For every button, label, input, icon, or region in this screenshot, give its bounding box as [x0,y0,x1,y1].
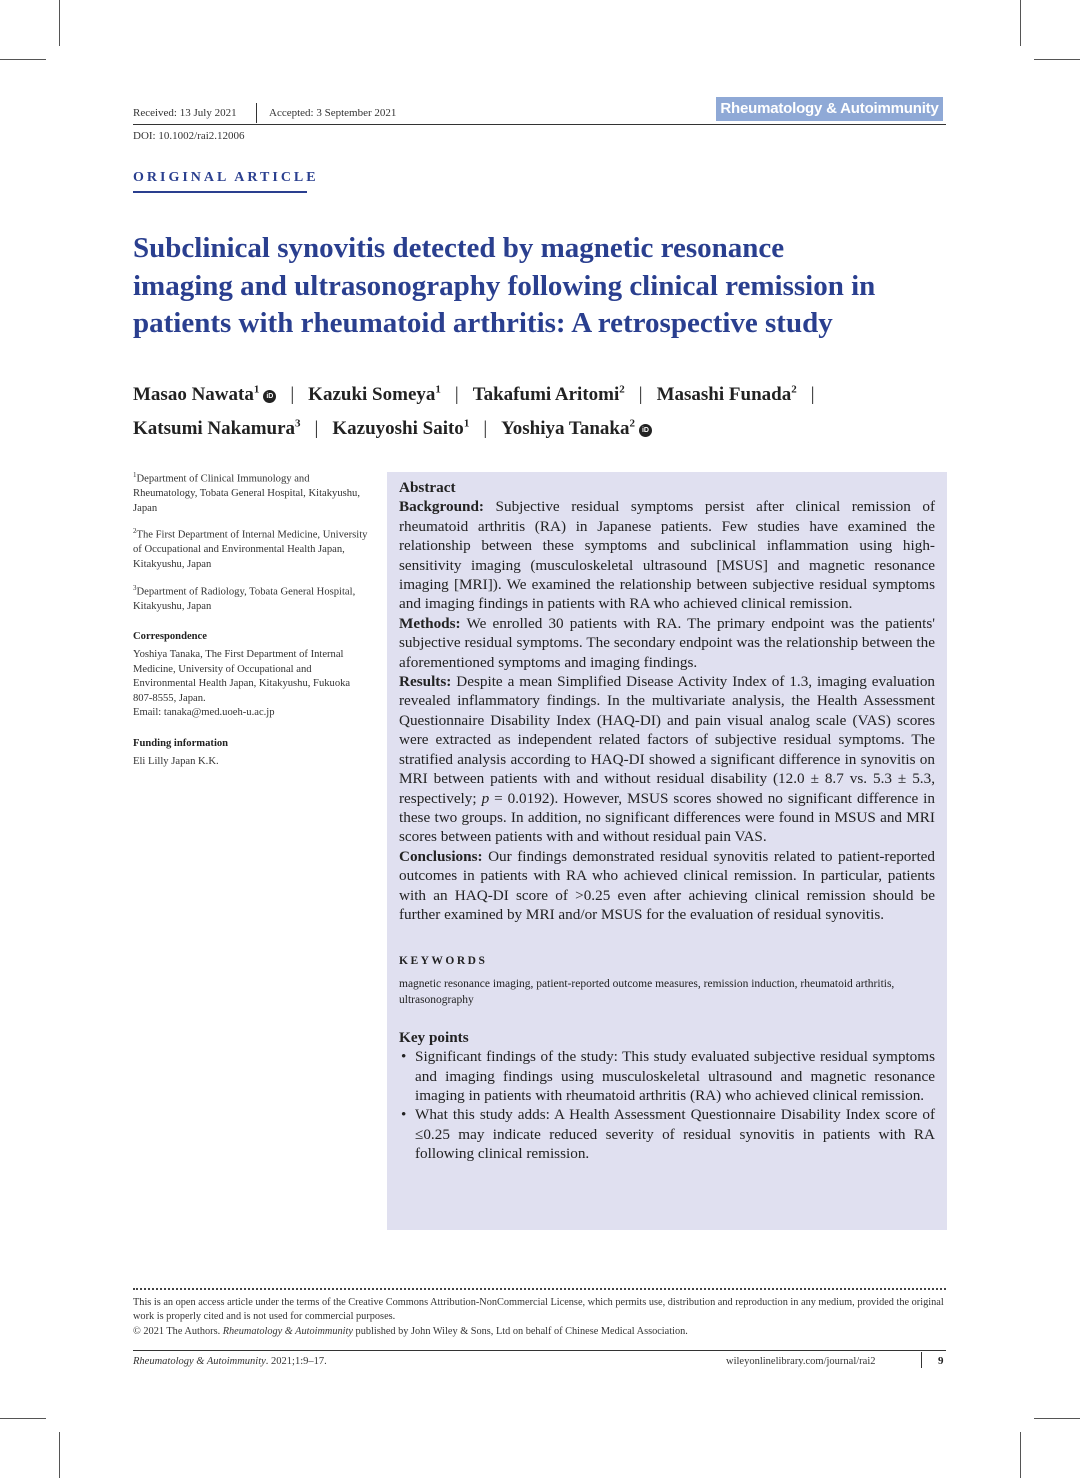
title-line: Subclinical synovitis detected by magnetic resonance [133,232,785,264]
author-separator: | [314,417,319,439]
abstract-background: Background: Subjective residual symptoms persist after clinical remission of rheumatoid arthritis (RA) in Japanese patients. Few studies have examined the relationship between these symptoms and subclinical inflammation using high-sensitivity imaging (musculoskeletal ultrasound [MSUS] and magnetic resonance imaging [MRI]). We examined the relationship between subjective residual symptoms and imaging findings in patients with RA who achieved clinical remission. [399,498,936,613]
author-line [133,376,953,409]
section-underline [133,191,307,193]
affiliation: $^3$Department of Radiology, Tobata General Hospital, Kitakyushu, Japan [133,583,356,612]
correspondence-heading: Correspondence [133,631,207,643]
abstract-results: Results: Despite a mean Simplified Disease Activity Index of 1.3, imaging evaluation revealed inflammatory findings. In the multivariate analysis, the Health Assessment Questionnaire Disability Index (HAQ-DI) and pain visual analog scale (VAS) scores were extracted as independent related factors of subjective residual symptoms. The stratified analysis according to HAQ-DI showed a significant difference in synovitis on MRI between patients with and without residual disability (12.0 ± 8.7 vs. 5.3 ± 5.3, respectively; p = 0.0192). However, MSUS scores showed no significant difference in these two groups. In addition, no significant differences were found in MSUS and MRI scores between patients with and without residual pain VAS. [399,673,936,846]
page-number: 9 [938,1355,944,1367]
received-date: Received: 13 July 2021 [133,107,237,119]
author[interactable]: Masashi Funada$^2$ [656,384,797,406]
author[interactable]: Takafumi Aritomi$^2$ [472,384,625,406]
copyright-line: © 2021 The Authors. Rheumatology & Autoimmunity published by John Wiley & Sons, Ltd on behalf of Chinese Medical Association. [133,1325,688,1337]
title-line: imaging and ultrasonography following clinical remission in [133,269,876,302]
author-line [133,409,953,442]
author[interactable]: Kazuki Someya$^1$ [308,384,441,406]
abstract-conclusions: Conclusions: Our findings demonstrated residual synovitis related to patient-reported outcomes in patients with RA who achieved clinical remission. In particular, patients with an HAQ-DI score of >0.25 even after achieving clinical remission should be further examined by MRI and/or MSUS for the evaluation of residual synovitis. [399,847,936,923]
abstract-content [399,478,935,1164]
affiliations-column [133,468,368,777]
footer-divider [921,1352,922,1368]
title-line: patients with rheumatoid arthritis: A retrospective study [133,307,833,339]
author[interactable]: Yoshiya Tanaka$^2$iD [501,418,652,439]
crop-mark [1034,59,1080,60]
crop-mark [1020,1432,1021,1478]
author[interactable]: Katsumi Nakamura$^3$ [133,417,301,439]
license-divider [133,1288,946,1290]
author-separator: | [290,384,295,406]
crop-mark [0,59,46,60]
abstract-heading: Abstract [399,479,456,496]
funding-heading: Funding information [133,737,229,749]
author-list [133,376,953,443]
key-point-item: • Significant findings of the study: This study evaluated subjective residual symptoms and imaging findings using musculoskeletal ultrasound and magnetic resonance imaging in patients with rheumatoid arthritis (RA) who achieved clinical remission. [399,1047,935,1105]
abstract-methods: Methods: We enrolled 30 patients with RA. The primary endpoint was the patients' subjective residual symptoms. The secondary endpoint was the relationship between the aforementioned symptoms and imaging findings. [399,614,935,671]
accepted-date: Accepted: 3 September 2021 [269,107,397,119]
footer-citation: Rheumatology & Autoimmunity. 2021;1:9–17. [133,1356,327,1367]
affiliation: $^2$The First Department of Internal Medicine, University of Occupational and Environmental Health Japan, Kitakyushu, Japan [133,527,368,571]
author-separator: | [810,384,815,406]
footer-url[interactable]: wileyonlinelibrary.com/journal/rai2 [726,1356,876,1367]
keywords-text: magnetic resonance imaging, patient-reported outcome measures, remission induction, rheumatoid arthritis, ultrasonography [399,977,895,1006]
section-label: ORIGINAL ARTICLE [133,170,319,185]
key-points-heading: Key points [399,1028,469,1046]
license-statement: This is an open access article under the terms of the Creative Commons Attribution-NonCommercial License, which permits use, distribution and reproduction in any medium, provided the original work is properly cited and is not used for commercial purposes. [133,1297,944,1323]
author-separator: | [483,417,488,439]
affiliation: $^1$Department of Clinical Immunology and Rheumatology, Tobata General Hospital, Kitakyushu, Japan [133,471,360,514]
crop-mark [0,1418,46,1419]
key-points-list [399,1047,935,1163]
author[interactable]: Kazuyoshi Saito$^1$ [332,417,470,439]
abstract-box [387,472,947,1230]
footer-rule [133,1350,946,1351]
crop-mark [1034,1418,1080,1419]
article-title [133,230,933,343]
crop-mark [59,0,60,46]
doi[interactable]: DOI: 10.1002/rai2.12006 [133,130,245,142]
crop-mark [59,1432,60,1478]
key-point-item: • What this study adds: A Health Assessment Questionnaire Disability Index score of ≤0.25 may indicate reduced severity of residual synovitis in patients with RA following clinical remission. [399,1105,935,1163]
correspondence-text: Yoshiya Tanaka, The First Department of Internal Medicine, University of Occupational and Environmental Health Japan, Kitakyushu, Fukuoka 807-8555, Japan. [133,648,351,704]
journal-badge: Rheumatology & Autoimmunity [716,97,943,121]
keywords-label: KEYWORDS [399,955,488,968]
orcid-icon[interactable]: iD [639,424,652,437]
crop-mark [1020,0,1021,46]
author[interactable]: Masao Nawata$^1$iD [133,384,276,405]
funding-text: Eli Lilly Japan K.K. [133,755,219,767]
header-divider [256,103,257,123]
header-rule [133,124,946,125]
author-separator: | [454,384,459,406]
license-text [133,1296,948,1339]
author-separator: | [638,384,643,406]
orcid-icon[interactable]: iD [263,390,276,403]
correspondence-email[interactable]: Email: tanaka@med.uoeh-u.ac.jp [133,707,275,719]
